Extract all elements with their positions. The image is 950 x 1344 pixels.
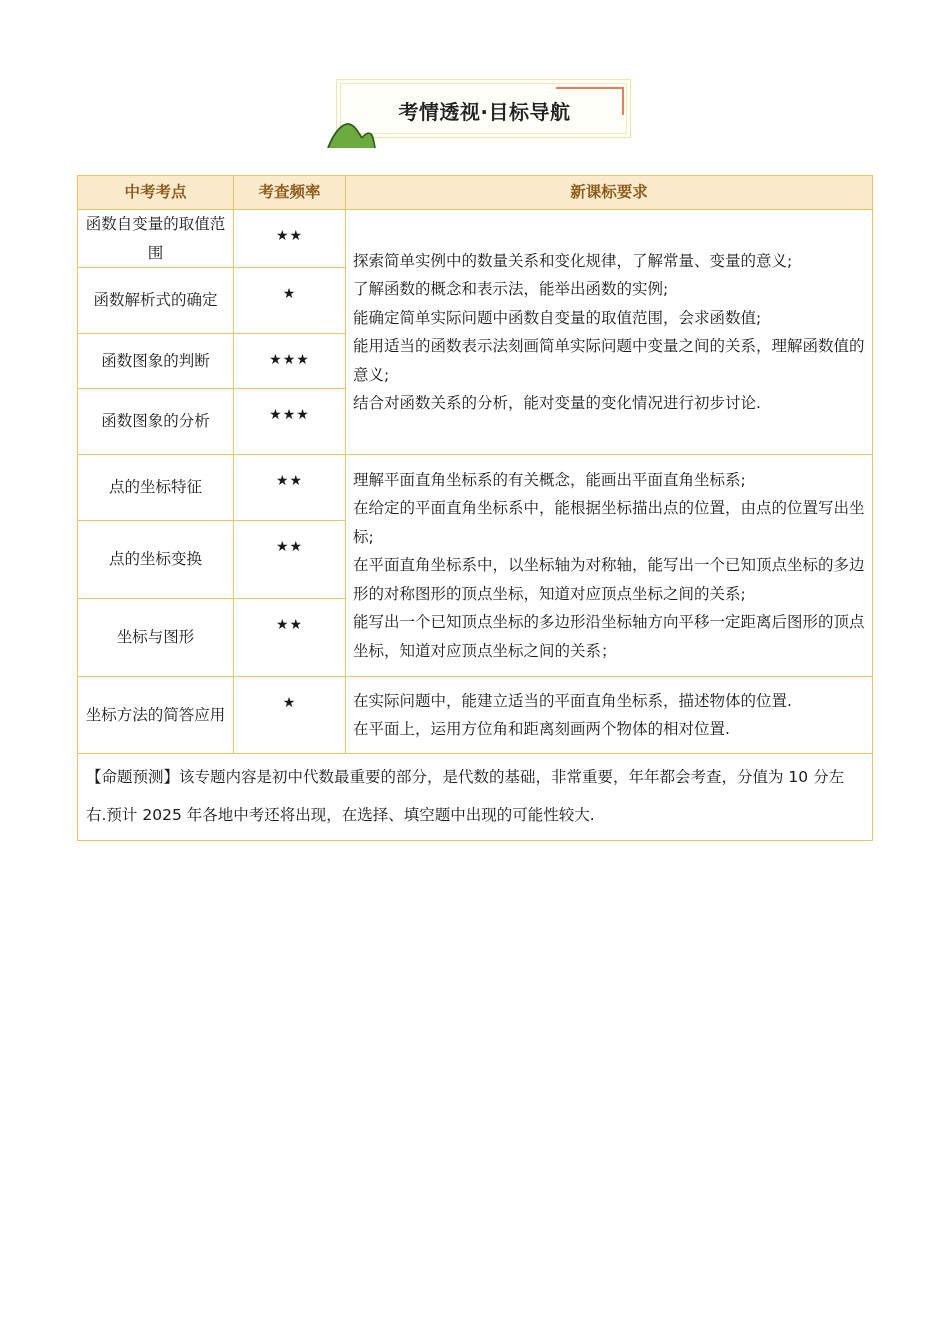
requirement-line: 在给定的平面直角坐标系中，能根据坐标描出点的位置，由点的位置写出坐标; (353, 499, 865, 546)
requirement-line: 结合对函数关系的分析，能对变量的变化情况进行初步讨论. (353, 394, 761, 412)
requirement-line: 能确定简单实际问题中函数自变量的取值范围，会求函数值; (353, 308, 762, 327)
prediction-row (78, 754, 873, 841)
requirements-cell (346, 455, 873, 677)
requirement-line: 在实际问题中，能建立适当的平面直角坐标系，描述物体的位置. (353, 691, 792, 710)
banner-accent-line-vertical (622, 87, 624, 115)
exam-point-cell: 函数自变量的取值范围 (78, 210, 234, 268)
page-title: 考情透视·目标导航 (398, 100, 571, 124)
requirement-line: 能用适当的函数表示法刻画简单实际问题中变量之间的关系，理解函数值的意义; (353, 337, 865, 384)
header-requirements: 新课标要求 (346, 176, 873, 210)
prediction-text: 【命题预测】该专题内容是初中代数最重要的部分，是代数的基础，非常重要，年年都会考查，分值为 10 分左右.预计 2025 年各地中考还将出现，在选择、填空题中出现的可能性较大. (78, 754, 873, 841)
header-exam-point: 中考考点 (78, 176, 234, 210)
table-header-row (78, 176, 873, 210)
table-row (78, 455, 873, 521)
requirements-cell (346, 210, 873, 455)
frequency-stars: ★★★ (234, 389, 346, 455)
requirement-line: 在平面上，运用方位角和距离刻画两个物体的相对位置. (353, 720, 730, 738)
frequency-stars: ★★ (234, 599, 346, 677)
exam-point-cell: 点的坐标特征 (78, 455, 234, 521)
header-frequency: 考查频率 (234, 176, 346, 210)
table-row (78, 677, 873, 754)
requirements-cell (346, 677, 873, 754)
frequency-stars: ★★★ (234, 334, 346, 389)
exam-point-cell: 函数图象的判断 (78, 334, 234, 389)
exam-point-cell: 函数解析式的确定 (78, 268, 234, 334)
exam-point-cell: 函数图象的分析 (78, 389, 234, 455)
frequency-stars: ★ (234, 677, 346, 754)
requirement-line: 理解平面直角坐标系的有关概念，能画出平面直角坐标系; (353, 470, 746, 489)
exam-point-cell: 坐标方法的简答应用 (78, 677, 234, 754)
requirement-line: 探索简单实例中的数量关系和变化规律，了解常量、变量的意义; (353, 251, 793, 270)
exam-points-table (77, 175, 873, 841)
requirement-line: 能写出一个已知顶点坐标的多边形沿坐标轴方向平移一定距离后图形的顶点坐标，知道对应顶点坐标之间的关系； (353, 613, 865, 660)
frequency-stars: ★★ (234, 455, 346, 521)
exam-point-cell: 坐标与图形 (78, 599, 234, 677)
frequency-stars: ★ (234, 268, 346, 334)
frequency-stars: ★★ (234, 210, 346, 268)
exam-point-cell: 点的坐标变换 (78, 521, 234, 599)
frequency-stars: ★★ (234, 521, 346, 599)
table-row (78, 210, 873, 268)
requirement-line: 在平面直角坐标系中，以坐标轴为对称轴，能写出一个已知顶点坐标的多边形的对称图形的顶点坐标，知道对应顶点坐标之间的关系; (353, 556, 865, 603)
hills-icon (326, 118, 376, 148)
requirement-line: 了解函数的概念和表示法，能举出函数的实例; (353, 280, 669, 298)
banner-accent-line (556, 87, 624, 89)
